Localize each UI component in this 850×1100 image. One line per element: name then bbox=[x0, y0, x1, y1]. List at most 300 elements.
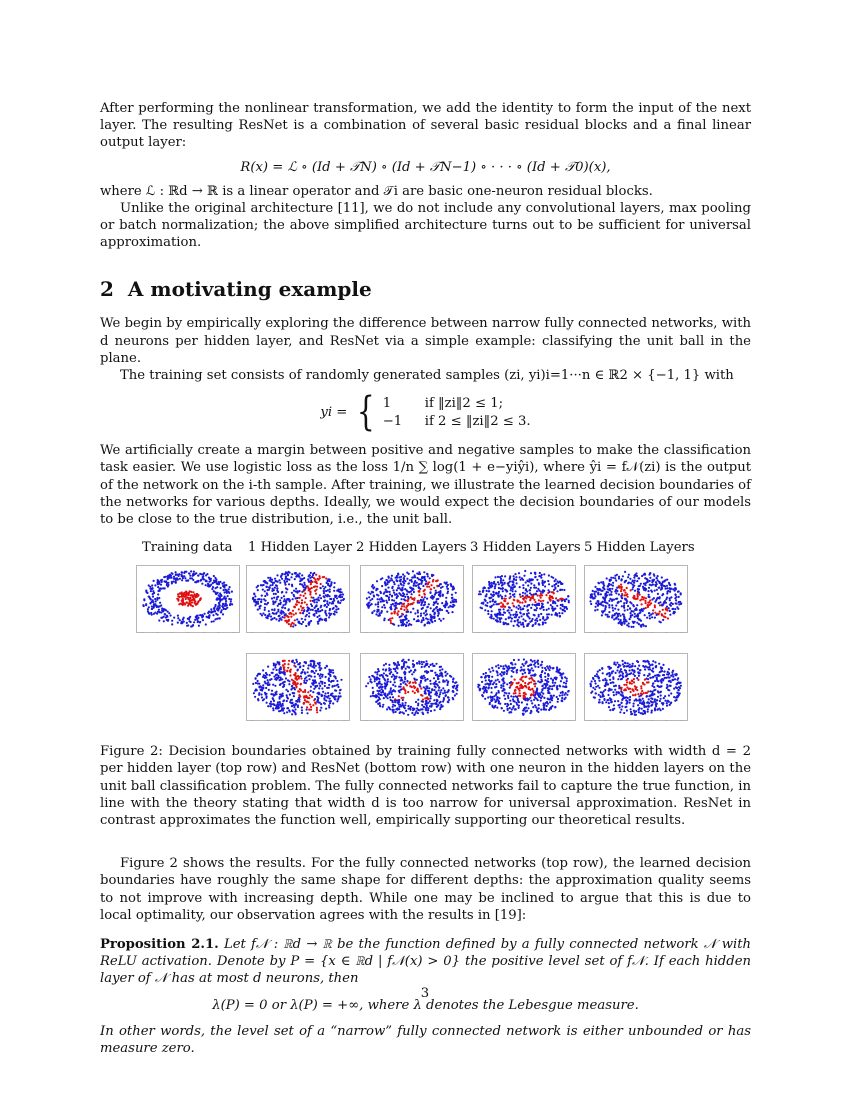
negative-point bbox=[499, 619, 501, 621]
negative-point bbox=[270, 703, 272, 705]
negative-point bbox=[538, 704, 540, 706]
negative-point bbox=[612, 678, 614, 680]
negative-point bbox=[542, 580, 544, 582]
positive-point bbox=[519, 693, 521, 695]
negative-point bbox=[652, 671, 654, 673]
negative-point bbox=[411, 588, 413, 590]
positive-point bbox=[293, 606, 295, 608]
negative-point bbox=[511, 709, 513, 711]
positive-point bbox=[630, 590, 632, 592]
negative-point bbox=[315, 682, 317, 684]
negative-point bbox=[541, 603, 543, 605]
scatter-plot bbox=[584, 653, 688, 721]
negative-point bbox=[671, 608, 673, 610]
negative-point bbox=[402, 574, 404, 576]
negative-point bbox=[674, 584, 676, 586]
negative-point bbox=[417, 704, 419, 706]
negative-point bbox=[675, 596, 677, 598]
positive-point bbox=[646, 682, 648, 684]
negative-point bbox=[650, 677, 652, 679]
positive-point bbox=[178, 596, 180, 598]
negative-point bbox=[657, 593, 659, 595]
negative-point bbox=[647, 711, 649, 713]
case-2-value: −1 bbox=[382, 413, 403, 429]
negative-point bbox=[648, 587, 650, 589]
negative-point bbox=[430, 698, 432, 700]
negative-point bbox=[312, 691, 314, 693]
negative-point bbox=[648, 612, 650, 614]
negative-point bbox=[392, 690, 394, 692]
label-3-hidden: 3 Hidden Layers bbox=[470, 540, 581, 556]
negative-point bbox=[629, 696, 631, 698]
negative-point bbox=[407, 708, 409, 710]
negative-point bbox=[417, 610, 419, 612]
positive-point bbox=[626, 682, 628, 684]
negative-point bbox=[546, 616, 548, 618]
negative-point bbox=[373, 610, 375, 612]
negative-point bbox=[487, 613, 489, 615]
negative-point bbox=[383, 604, 385, 606]
negative-point bbox=[491, 700, 493, 702]
negative-point bbox=[631, 588, 633, 590]
negative-point bbox=[177, 579, 179, 581]
negative-point bbox=[270, 616, 272, 618]
negative-point bbox=[495, 601, 497, 603]
negative-point bbox=[318, 683, 320, 685]
negative-point bbox=[340, 594, 342, 596]
negative-point bbox=[598, 699, 600, 701]
negative-point bbox=[328, 684, 330, 686]
negative-point bbox=[601, 667, 603, 669]
negative-point bbox=[386, 681, 388, 683]
negative-point bbox=[522, 608, 524, 610]
proposition-text: Let f𝒩 : ℝd → ℝ be the function defined by a fully connected network 𝒩 with ReLU activation. Denote by P = {x ∈ ℝd | f𝒩(x) > 0} the positive level set of f𝒩. If each hidden layer of 𝒩 has at most d neurons, then bbox=[100, 937, 751, 987]
negative-point bbox=[547, 602, 549, 604]
negative-point bbox=[613, 694, 615, 696]
negative-point bbox=[293, 692, 295, 694]
positive-point bbox=[190, 605, 192, 607]
negative-point bbox=[372, 584, 374, 586]
negative-point bbox=[662, 708, 664, 710]
negative-point bbox=[453, 601, 455, 603]
negative-point bbox=[148, 585, 150, 587]
negative-point bbox=[556, 685, 558, 687]
negative-point bbox=[271, 598, 273, 600]
negative-point bbox=[437, 685, 439, 687]
negative-point bbox=[639, 669, 641, 671]
negative-point bbox=[298, 590, 300, 592]
negative-point bbox=[376, 674, 378, 676]
negative-point bbox=[598, 687, 600, 689]
negative-point bbox=[647, 590, 649, 592]
negative-point bbox=[634, 580, 636, 582]
negative-point bbox=[435, 590, 437, 592]
negative-point bbox=[400, 683, 402, 685]
negative-point bbox=[621, 694, 623, 696]
negative-point bbox=[268, 610, 270, 612]
negative-point bbox=[560, 680, 562, 682]
negative-point bbox=[190, 626, 192, 628]
negative-point bbox=[530, 659, 532, 661]
negative-point bbox=[439, 675, 441, 677]
negative-point bbox=[381, 577, 383, 579]
negative-point bbox=[256, 675, 258, 677]
negative-point bbox=[282, 616, 284, 618]
negative-point bbox=[391, 580, 393, 582]
negative-point bbox=[615, 672, 617, 674]
negative-point bbox=[257, 601, 259, 603]
negative-point bbox=[656, 699, 658, 701]
negative-point bbox=[411, 712, 413, 714]
negative-point bbox=[530, 700, 532, 702]
negative-point bbox=[510, 609, 512, 611]
negative-point bbox=[213, 580, 215, 582]
negative-point bbox=[304, 672, 306, 674]
positive-point bbox=[528, 678, 530, 680]
negative-point bbox=[322, 691, 324, 693]
negative-point bbox=[395, 676, 397, 678]
negative-point bbox=[281, 672, 283, 674]
positive-point bbox=[309, 694, 311, 696]
negative-point bbox=[175, 574, 177, 576]
negative-point bbox=[261, 686, 263, 688]
negative-point bbox=[452, 691, 454, 693]
negative-point bbox=[252, 597, 254, 599]
negative-point bbox=[278, 664, 280, 666]
negative-point bbox=[594, 688, 596, 690]
negative-point bbox=[562, 692, 564, 694]
negative-point bbox=[177, 622, 179, 624]
negative-point bbox=[260, 599, 262, 601]
negative-point bbox=[223, 582, 225, 584]
positive-point bbox=[436, 585, 438, 587]
negative-point bbox=[175, 571, 177, 573]
negative-point bbox=[396, 577, 398, 579]
positive-point bbox=[519, 695, 521, 697]
negative-point bbox=[285, 572, 287, 574]
positive-point bbox=[645, 602, 647, 604]
negative-point bbox=[556, 581, 558, 583]
negative-point bbox=[643, 574, 645, 576]
negative-point bbox=[286, 711, 288, 713]
negative-point bbox=[147, 610, 149, 612]
negative-point bbox=[157, 594, 159, 596]
negative-point bbox=[669, 599, 671, 601]
positive-point bbox=[316, 582, 318, 584]
negative-point bbox=[594, 591, 596, 593]
negative-point bbox=[561, 589, 563, 591]
negative-point bbox=[632, 626, 634, 628]
negative-point bbox=[605, 593, 607, 595]
positive-point bbox=[430, 588, 432, 590]
positive-point bbox=[624, 592, 626, 594]
negative-point bbox=[608, 583, 610, 585]
negative-point bbox=[397, 668, 399, 670]
negative-point bbox=[389, 594, 391, 596]
negative-point bbox=[612, 607, 614, 609]
negative-point bbox=[517, 622, 519, 624]
negative-point bbox=[638, 589, 640, 591]
negative-point bbox=[394, 583, 396, 585]
positive-point bbox=[525, 687, 527, 689]
negative-point bbox=[284, 681, 286, 683]
negative-point bbox=[653, 573, 655, 575]
negative-point bbox=[630, 603, 632, 605]
negative-point bbox=[512, 667, 514, 669]
negative-point bbox=[516, 669, 518, 671]
negative-point bbox=[639, 618, 641, 620]
negative-point bbox=[435, 663, 437, 665]
negative-point bbox=[501, 690, 503, 692]
negative-point bbox=[513, 596, 515, 598]
negative-point bbox=[385, 685, 387, 687]
negative-point bbox=[628, 623, 630, 625]
negative-point bbox=[319, 610, 321, 612]
negative-point bbox=[500, 580, 502, 582]
negative-point bbox=[495, 584, 497, 586]
negative-point bbox=[481, 681, 483, 683]
positive-point bbox=[406, 605, 408, 607]
negative-point bbox=[433, 699, 435, 701]
negative-point bbox=[654, 662, 656, 664]
negative-point bbox=[296, 661, 298, 663]
negative-point bbox=[609, 679, 611, 681]
negative-point bbox=[556, 667, 558, 669]
negative-point bbox=[611, 672, 613, 674]
negative-point bbox=[326, 606, 328, 608]
negative-point bbox=[371, 612, 373, 614]
negative-point bbox=[399, 712, 401, 714]
negative-point bbox=[270, 701, 272, 703]
negative-point bbox=[515, 576, 517, 578]
negative-point bbox=[197, 621, 199, 623]
negative-point bbox=[326, 600, 328, 602]
negative-point bbox=[333, 590, 335, 592]
negative-point bbox=[435, 607, 437, 609]
negative-point bbox=[328, 705, 330, 707]
negative-point bbox=[648, 666, 650, 668]
negative-point bbox=[388, 670, 390, 672]
positive-point bbox=[514, 690, 516, 692]
negative-point bbox=[147, 608, 149, 610]
negative-point bbox=[487, 683, 489, 685]
negative-point bbox=[275, 601, 277, 603]
negative-point bbox=[273, 665, 275, 667]
positive-point bbox=[296, 600, 298, 602]
negative-point bbox=[527, 707, 529, 709]
negative-point bbox=[551, 699, 553, 701]
negative-point bbox=[320, 605, 322, 607]
positive-point bbox=[625, 684, 627, 686]
negative-point bbox=[268, 586, 270, 588]
negative-point bbox=[303, 577, 305, 579]
negative-point bbox=[151, 608, 153, 610]
positive-point bbox=[633, 596, 635, 598]
positive-point bbox=[306, 707, 308, 709]
negative-point bbox=[253, 593, 255, 595]
negative-point bbox=[334, 676, 336, 678]
negative-point bbox=[506, 666, 508, 668]
case-1-value: 1 bbox=[382, 395, 392, 411]
negative-point bbox=[271, 579, 273, 581]
positive-point bbox=[620, 590, 622, 592]
negative-point bbox=[652, 682, 654, 684]
negative-point bbox=[319, 685, 321, 687]
negative-point bbox=[148, 613, 150, 615]
negative-point bbox=[414, 670, 416, 672]
negative-point bbox=[628, 574, 630, 576]
negative-point bbox=[395, 607, 397, 609]
negative-point bbox=[523, 626, 525, 628]
negative-point bbox=[546, 614, 548, 616]
negative-point bbox=[445, 675, 447, 677]
negative-point bbox=[278, 579, 280, 581]
data-points bbox=[477, 659, 570, 717]
negative-point bbox=[407, 591, 409, 593]
negative-point bbox=[481, 607, 483, 609]
negative-point bbox=[276, 669, 278, 671]
positive-point bbox=[649, 600, 651, 602]
negative-point bbox=[638, 578, 640, 580]
positive-point bbox=[412, 690, 414, 692]
negative-point bbox=[664, 586, 666, 588]
negative-point bbox=[612, 670, 614, 672]
negative-point bbox=[400, 677, 402, 679]
positive-point bbox=[184, 604, 186, 606]
positive-point bbox=[549, 595, 551, 597]
negative-point bbox=[518, 707, 520, 709]
negative-point bbox=[629, 608, 631, 610]
negative-point bbox=[561, 694, 563, 696]
positive-point bbox=[312, 704, 314, 706]
negative-point bbox=[482, 688, 484, 690]
negative-point bbox=[514, 709, 516, 711]
negative-point bbox=[610, 682, 612, 684]
negative-point bbox=[608, 672, 610, 674]
negative-point bbox=[522, 592, 524, 594]
negative-point bbox=[396, 665, 398, 667]
negative-point bbox=[627, 674, 629, 676]
negative-point bbox=[294, 709, 296, 711]
negative-point bbox=[267, 577, 269, 579]
negative-point bbox=[287, 680, 289, 682]
negative-point bbox=[653, 686, 655, 688]
negative-point bbox=[209, 578, 211, 580]
negative-point bbox=[445, 694, 447, 696]
negative-point bbox=[509, 687, 511, 689]
negative-point bbox=[375, 614, 377, 616]
negative-point bbox=[440, 587, 442, 589]
negative-point bbox=[439, 583, 441, 585]
negative-point bbox=[389, 681, 391, 683]
negative-point bbox=[607, 588, 609, 590]
negative-point bbox=[171, 624, 173, 626]
negative-point bbox=[670, 693, 672, 695]
negative-point bbox=[403, 599, 405, 601]
negative-point bbox=[591, 691, 593, 693]
negative-point bbox=[489, 671, 491, 673]
negative-point bbox=[627, 609, 629, 611]
negative-point bbox=[564, 694, 566, 696]
negative-point bbox=[310, 580, 312, 582]
negative-point bbox=[400, 579, 402, 581]
positive-point bbox=[302, 607, 304, 609]
positive-point bbox=[424, 594, 426, 596]
negative-point bbox=[264, 603, 266, 605]
negative-point bbox=[617, 602, 619, 604]
negative-point bbox=[429, 592, 431, 594]
negative-point bbox=[651, 664, 653, 666]
negative-point bbox=[264, 609, 266, 611]
negative-point bbox=[517, 608, 519, 610]
negative-point bbox=[394, 668, 396, 670]
negative-point bbox=[516, 624, 518, 626]
positive-point bbox=[515, 687, 517, 689]
negative-point bbox=[494, 586, 496, 588]
section-number: 2 bbox=[100, 277, 114, 302]
negative-point bbox=[617, 700, 619, 702]
negative-point bbox=[398, 708, 400, 710]
positive-point bbox=[522, 598, 524, 600]
figure-column-labels bbox=[100, 540, 751, 555]
positive-point bbox=[623, 590, 625, 592]
negative-point bbox=[214, 610, 216, 612]
negative-point bbox=[306, 680, 308, 682]
negative-point bbox=[320, 597, 322, 599]
negative-point bbox=[389, 697, 391, 699]
negative-point bbox=[275, 613, 277, 615]
negative-point bbox=[542, 624, 544, 626]
positive-point bbox=[301, 599, 303, 601]
negative-point bbox=[666, 585, 668, 587]
negative-point bbox=[388, 668, 390, 670]
negative-point bbox=[513, 700, 515, 702]
positive-point bbox=[624, 688, 626, 690]
negative-point bbox=[320, 681, 322, 683]
negative-point bbox=[497, 674, 499, 676]
negative-point bbox=[409, 709, 411, 711]
negative-point bbox=[381, 606, 383, 608]
negative-point bbox=[499, 621, 501, 623]
negative-point bbox=[664, 695, 666, 697]
negative-point bbox=[632, 581, 634, 583]
negative-point bbox=[593, 593, 595, 595]
negative-point bbox=[161, 579, 163, 581]
negative-point bbox=[329, 579, 331, 581]
negative-point bbox=[651, 581, 653, 583]
positive-point bbox=[637, 596, 639, 598]
negative-point bbox=[533, 584, 535, 586]
negative-point bbox=[405, 702, 407, 704]
negative-point bbox=[270, 619, 272, 621]
negative-point bbox=[277, 581, 279, 583]
negative-point bbox=[539, 608, 541, 610]
negative-point bbox=[283, 580, 285, 582]
negative-point bbox=[621, 622, 623, 624]
negative-point bbox=[439, 593, 441, 595]
negative-point bbox=[665, 602, 667, 604]
negative-point bbox=[152, 599, 154, 601]
negative-point bbox=[626, 601, 628, 603]
negative-point bbox=[229, 586, 231, 588]
negative-point bbox=[622, 575, 624, 577]
negative-point bbox=[491, 692, 493, 694]
negative-point bbox=[519, 607, 521, 609]
positive-point bbox=[420, 688, 422, 690]
negative-point bbox=[537, 681, 539, 683]
positive-point bbox=[522, 680, 524, 682]
negative-point bbox=[404, 661, 406, 663]
